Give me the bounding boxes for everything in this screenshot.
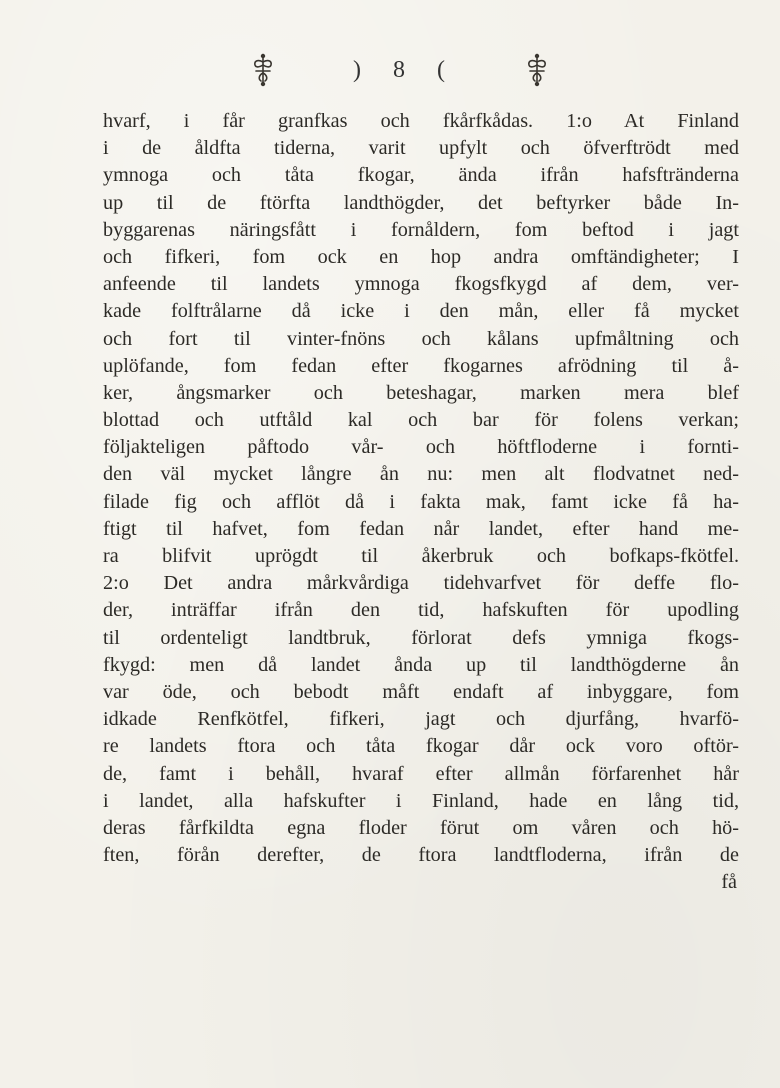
text-line: ymnoga och tåta fkogar, ända ifrån hafsftränderna [103, 164, 739, 187]
text-line: var öde, och bebodt måft endaft af inbyggare, fom [103, 680, 739, 703]
body-text [103, 108, 739, 896]
header-paren-right: ( [437, 56, 447, 83]
text-line: 2:o Det andra mårkvårdiga tidehvarfvet för deffe flo- [103, 572, 739, 595]
text-line: byggarenas näringsfått i fornåldern, fom beftod i jagt [103, 218, 739, 241]
text-line: ker, ångsmarker och beteshagar, marken mera blef [103, 381, 739, 404]
text-line: fkygd: men då landet ånda up til landthögderne ån [103, 653, 739, 676]
text-line: och fifkeri, fom ock en hop andra omftändigheter; I [103, 245, 739, 268]
text-line: följakteligen påftodo vår- och höftfloderne i fornti- [103, 436, 739, 459]
text-line: ftigt til hafvet, fom fedan når landet, efter hand me- [103, 517, 739, 540]
text-line: up til de ftörfta landthögder, det beftyrker både In- [103, 191, 739, 214]
text-line: idkade Renfkötfel, fifkeri, jagt och djurfång, hvarfö- [103, 708, 739, 731]
text-line: den väl mycket långre ån nu: men alt flodvatnet ned- [103, 463, 739, 486]
header-paren-left: ) [353, 56, 363, 83]
text-line: hvarf, i får granfkas och fkårfkådas. 1:o At Finland [103, 110, 739, 132]
fleuron-icon [250, 53, 276, 87]
text-line: filade fig och afflöt då i fakta mak, famt icke få ha- [103, 490, 739, 513]
text-line: blottad och utftåld kal och bar för folens verkan; [103, 409, 739, 432]
text-line: deras fårfkildta egna floder förut om våren och hö- [103, 816, 739, 839]
running-header [250, 52, 550, 88]
text-line: ften, förån derefter, de ftora landtfloderna, ifrån de [103, 844, 739, 867]
text-line: i de åldfta tiderna, varit upfylt och öfverftrödt med [103, 137, 739, 160]
text-line: och fort til vinter-fnöns och kålans upfmåltning och [103, 327, 739, 350]
text-line: de, famt i behåll, hvaraf efter allmån förfarenhet hår [103, 762, 739, 785]
text-line: ra blifvit uprögdt til åkerbruk och bofkaps-fkötfel. [103, 545, 739, 567]
text-line: re landets ftora och tåta fkogar dår ock voro oftör- [103, 735, 739, 758]
text-line: der, inträffar ifrån den tid, hafskuften för upodling [103, 599, 739, 622]
text-line: til ordenteligt landtbruk, förlorat defs ymniga fkogs- [103, 626, 739, 649]
text-line: anfeende til landets ymnoga fkogsfkygd af dem, ver- [103, 273, 739, 296]
text-line: kade folftrålarne då icke i den mån, eller få mycket [103, 300, 739, 323]
catchword: få [721, 871, 737, 894]
text-line: uplöfande, fom fedan efter fkogarnes afrödning til å- [103, 354, 739, 377]
page-number: 8 [393, 56, 407, 83]
fleuron-icon [524, 53, 550, 87]
text-line: i landet, alla hafskufter i Finland, hade en lång tid, [103, 789, 739, 812]
page-number-group [353, 57, 447, 84]
